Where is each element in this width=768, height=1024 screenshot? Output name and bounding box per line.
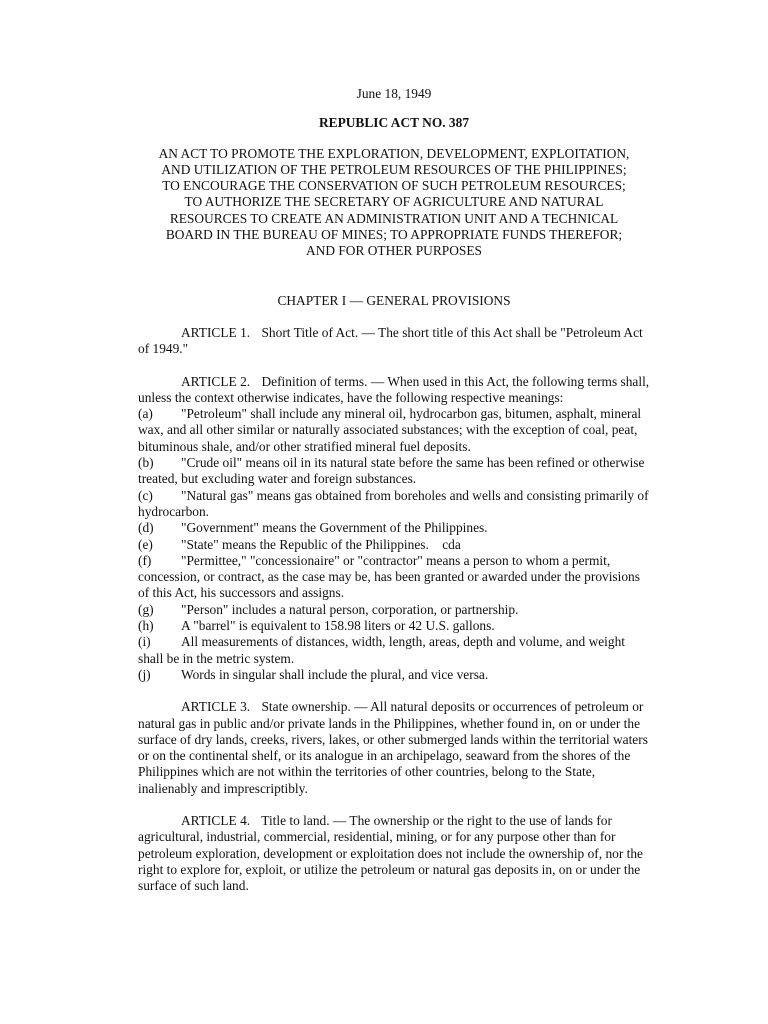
act-number: REPUBLIC ACT NO. 387 xyxy=(318,115,470,131)
article-label: ARTICLE 1. xyxy=(181,324,251,340)
article-intro xyxy=(138,374,650,407)
act-title-line: AND UTILIZATION OF THE PETROLEUM RESOURCES OF THE PHILIPPINES; xyxy=(161,161,627,177)
definition-label: (j) xyxy=(138,666,151,682)
definition-item xyxy=(138,406,650,455)
definition-item xyxy=(138,634,650,667)
definition-item xyxy=(138,602,650,618)
document-page xyxy=(138,78,650,894)
definition-label: (d) xyxy=(138,520,154,536)
definition-text: "Government" means the Government of the Philippines. xyxy=(181,520,488,536)
article-1 xyxy=(138,325,650,358)
definition-text: A "barrel" is equivalent to 158.98 liters or 42 U.S. gallons. xyxy=(181,618,495,634)
article-3 xyxy=(138,699,650,797)
definition-text: "Natural gas" means gas obtained from boreholes and wells and consisting primarily of hydrocarbon. xyxy=(138,487,649,519)
act-title-line: TO ENCOURAGE THE CONSERVATION OF SUCH PETROLEUM RESOURCES; xyxy=(162,178,626,194)
article-text: Title to land. — The ownership or the right to the use of lands for agricultural, industrial, commercial, residential, mining, or for any purpose other than for petroleum exploration, development or exploitation does not include the ownership of, nor the right to explore for, exploit, or utilize the petroleum or natural gas deposits in, on or under the surface of such land. xyxy=(138,812,643,894)
article-text: Short Title of Act. — The short title of this Act shall be "Petroleum Act of 1949." xyxy=(138,324,643,357)
article-label: ARTICLE 2. xyxy=(181,373,251,389)
definition-label: (c) xyxy=(138,487,153,503)
definition-label: (h) xyxy=(138,618,154,634)
article-text: Definition of terms. — When used in this Act, the following terms shall, unless the context otherwise indicates, have the following respective meanings: xyxy=(138,373,650,405)
definition-text: "State" means the Republic of the Philippines. cda xyxy=(181,536,461,552)
definition-label: (g) xyxy=(138,601,154,617)
article-label: ARTICLE 4. xyxy=(181,812,251,828)
definition-item xyxy=(138,488,650,521)
definition-item xyxy=(138,455,650,488)
definition-item xyxy=(138,618,650,634)
definition-label: (f) xyxy=(138,552,152,568)
act-title-line: TO AUTHORIZE THE SECRETARY OF AGRICULTURE AND NATURAL xyxy=(184,194,604,210)
definition-label: (i) xyxy=(138,634,151,650)
definition-text: All measurements of distances, width, length, areas, depth and volume, and weight shall be in the metric system. xyxy=(138,634,626,666)
definition-item xyxy=(138,520,650,536)
act-title-line: BOARD IN THE BUREAU OF MINES; TO APPROPRIATE FUNDS THEREFOR; xyxy=(165,227,623,243)
definition-item xyxy=(138,537,650,553)
definitions-list xyxy=(138,406,650,683)
act-title-line: AND FOR OTHER PURPOSES xyxy=(306,243,482,259)
act-title xyxy=(138,146,650,260)
definition-text: "Crude oil" means oil in its natural state before the same has been refined or otherwise treated, but excluding water and foreign substances. xyxy=(138,455,645,487)
definition-text: "Petroleum" shall include any mineral oil, hydrocarbon gas, bitumen, asphalt, mineral wax, and all other similar or naturally associated substances; with the exception of coal, peat, bituminous shale, and/or other stratified mineral fuel deposits. xyxy=(138,406,642,454)
definition-item xyxy=(138,667,650,683)
article-4 xyxy=(138,813,650,894)
article-text: State ownership. — All natural deposits or occurrences of petroleum or natural gas in public and/or private lands in the Philippines, whether found in, on or under the surface of dry lands, creeks, rivers, lakes, or other submerged lands within the territorial waters or on the continental shelf, or its analogue in an archipelago, seaward from the shores of the Philippines which are not within the territories of other countries, belong to the State, inalienably and imprescriptibly. xyxy=(138,699,648,796)
definition-label: (b) xyxy=(138,455,154,471)
definition-text: "Person" includes a natural person, corporation, or partnership. xyxy=(181,601,519,617)
article-label: ARTICLE 3. xyxy=(181,699,251,715)
definition-text: Words in singular shall include the plural, and vice versa. xyxy=(181,666,489,682)
act-title-line: RESOURCES TO CREATE AN ADMINISTRATION UNIT AND A TECHNICAL xyxy=(169,210,619,226)
chapter-heading: CHAPTER I — GENERAL PROVISIONS xyxy=(277,292,511,308)
definition-label: (a) xyxy=(138,406,153,422)
definition-label: (e) xyxy=(138,536,153,552)
act-title-line: AN ACT TO PROMOTE THE EXPLORATION, DEVELOPMENT, EXPLOITATION, xyxy=(158,145,630,161)
article-2 xyxy=(138,374,650,684)
definition-item xyxy=(138,553,650,602)
document-date: June 18, 1949 xyxy=(356,86,432,101)
definition-text: "Permittee," "concessionaire" or "contractor" means a person to whom a permit, concession, or contract, as the case may be, has been granted or awarded under the provisions of this Act, his successors and assigns. xyxy=(138,552,640,601)
